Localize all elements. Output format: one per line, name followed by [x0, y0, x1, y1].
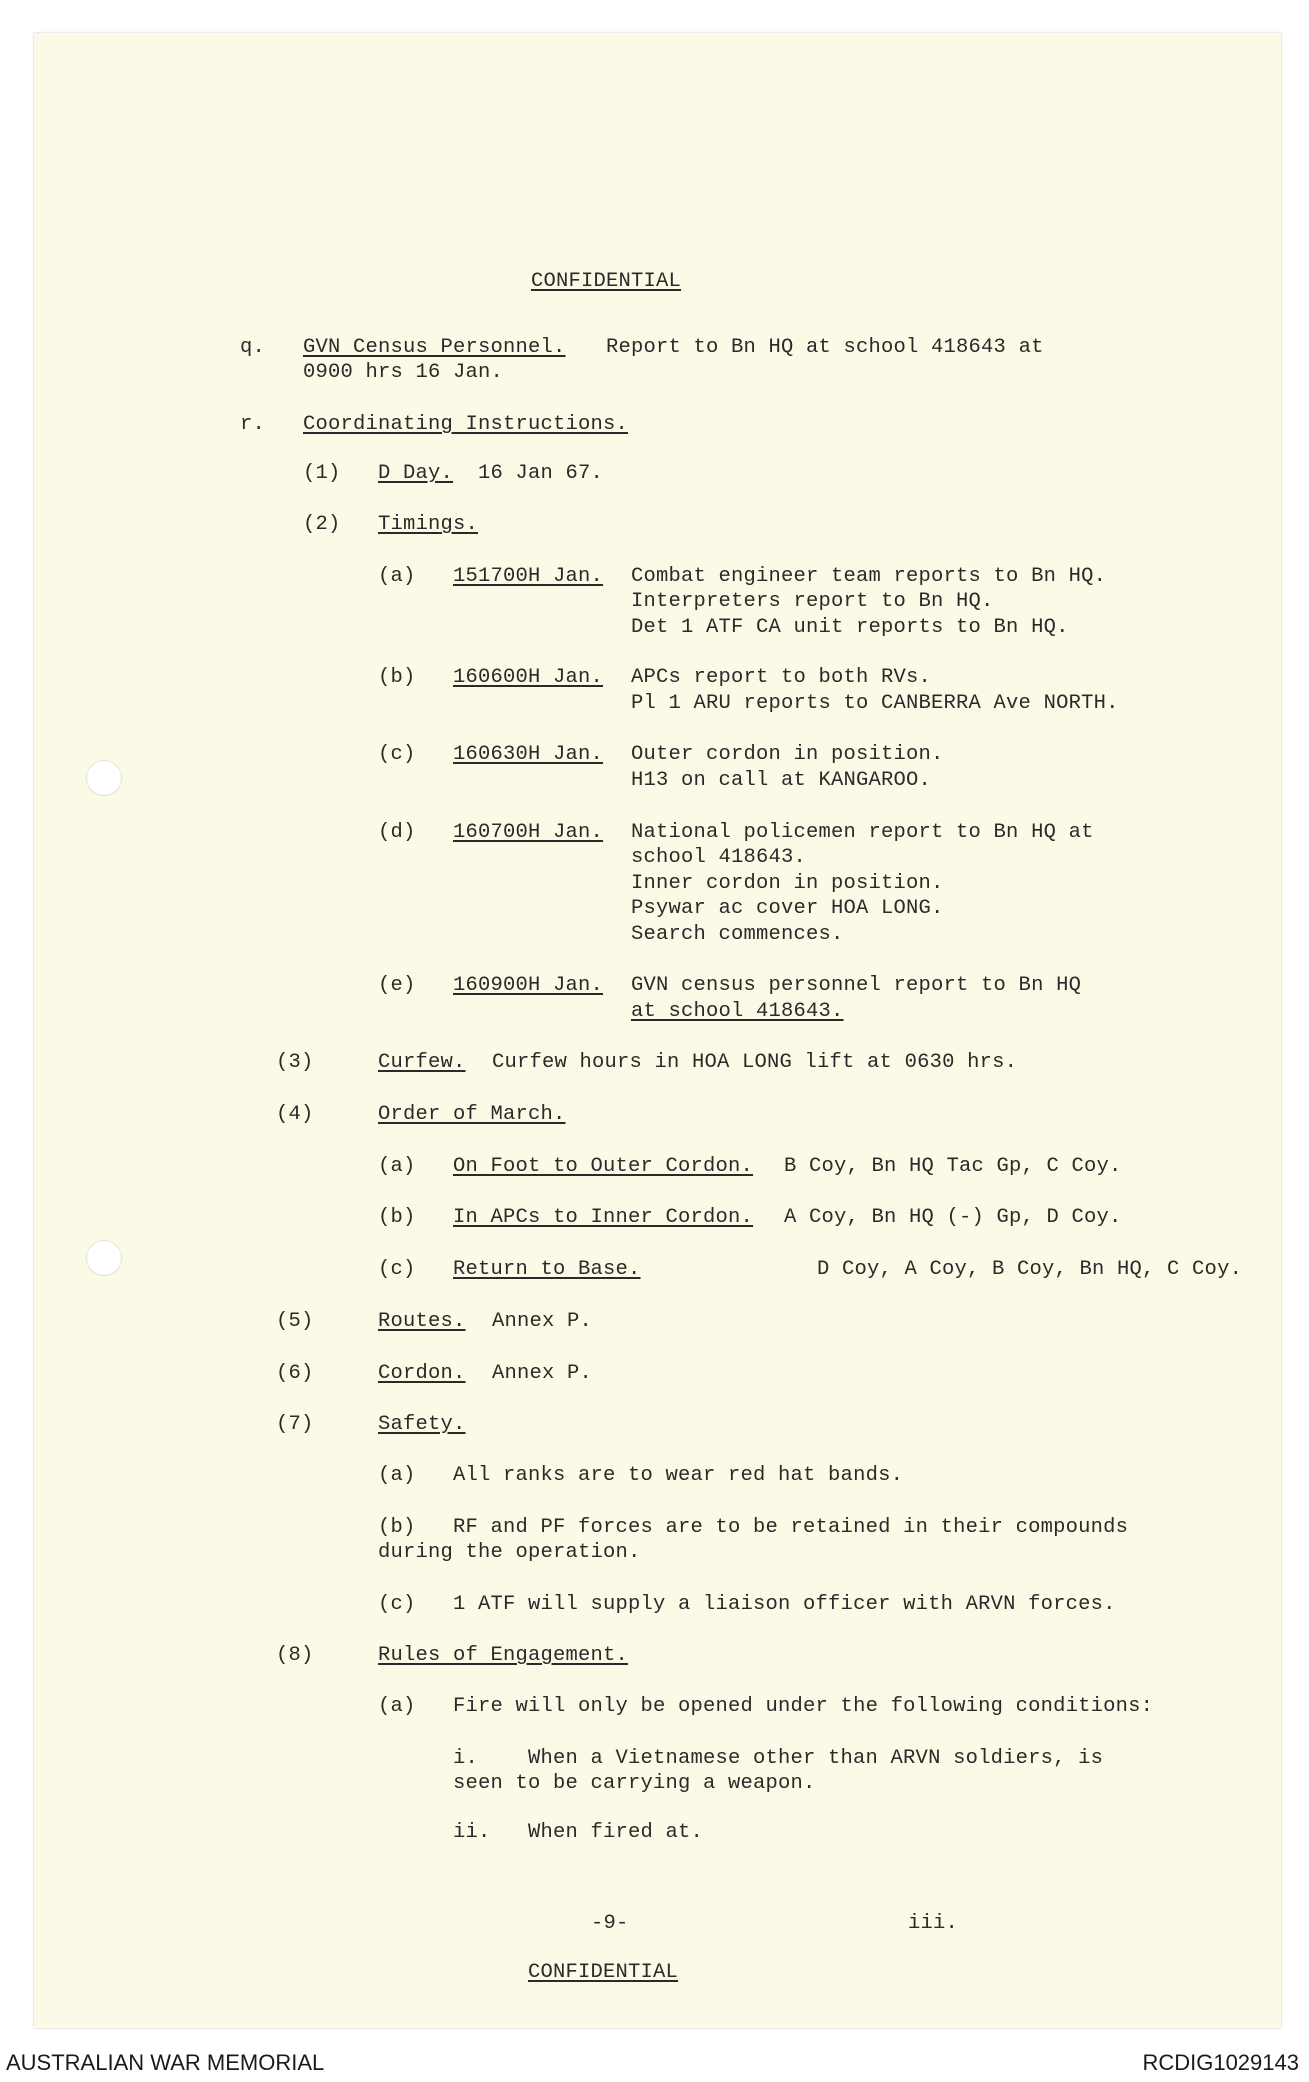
timing-line: Search commences. [631, 923, 844, 946]
header-classification: CONFIDENTIAL [531, 270, 682, 293]
timing-line: Det 1 ATF CA unit reports to Bn HQ. [631, 616, 1069, 639]
roe-sub-text: seen to be carrying a weapon. [453, 1772, 816, 1795]
march-heading: Order of March. [378, 1103, 566, 1126]
timing-line: at school 418643. [631, 1000, 844, 1023]
routes-text: Annex P. [492, 1310, 593, 1333]
timing-letter: (c) [378, 743, 416, 766]
march-text: D Coy, A Coy, B Coy, Bn HQ, C Coy. [817, 1258, 1243, 1281]
timing-line: Inner cordon in position. [631, 872, 944, 895]
roe-sub-text: When a Vietnamese other than ARVN soldiers, is [528, 1747, 1104, 1770]
timing-letter: (b) [378, 666, 416, 689]
safety-letter: (b) [378, 1516, 416, 1539]
archive-reference: RCDIG1029143 [1142, 2050, 1299, 2075]
timing-line: Combat engineer team reports to Bn HQ. [631, 565, 1107, 588]
march-text: A Coy, Bn HQ (-) Gp, D Coy. [784, 1206, 1122, 1229]
safety-letter: (c) [378, 1593, 416, 1616]
timing-line: Outer cordon in position. [631, 743, 944, 766]
dday-heading: D Day. [378, 462, 454, 485]
timing-time: 160600H Jan. [453, 666, 604, 689]
roe-text: Fire will only be opened under the following conditions: [453, 1695, 1154, 1718]
timing-line: school 418643. [631, 846, 807, 869]
item-number: (7) [276, 1413, 314, 1436]
roe-sub-text: When fired at. [528, 1821, 704, 1844]
curfew-text: Curfew hours in HOA LONG lift at 0630 hrs. [492, 1051, 1018, 1074]
timing-line: APCs report to both RVs. [631, 666, 932, 689]
item-number: (2) [303, 513, 341, 536]
timing-letter: (d) [378, 821, 416, 844]
timing-letter: (e) [378, 974, 416, 997]
timing-line: Pl 1 ARU reports to CANBERRA Ave NORTH. [631, 692, 1119, 715]
para-q-heading: GVN Census Personnel. [303, 336, 566, 359]
roe-heading: Rules of Engagement. [378, 1644, 629, 1667]
timing-line: GVN census personnel report to Bn HQ [631, 974, 1082, 997]
timing-line: National policemen report to Bn HQ at [631, 821, 1094, 844]
timing-letter: (a) [378, 565, 416, 588]
punch-hole [86, 1240, 122, 1276]
timing-time: 160700H Jan. [453, 821, 604, 844]
routes-heading: Routes. [378, 1310, 466, 1333]
item-number: (4) [276, 1103, 314, 1126]
timing-line: Psywar ac cover HOA LONG. [631, 897, 944, 920]
roe-sub-number: ii. [453, 1821, 491, 1844]
item-number: (8) [276, 1644, 314, 1667]
timing-time: 160630H Jan. [453, 743, 604, 766]
item-number: (3) [276, 1051, 314, 1074]
footer-classification: CONFIDENTIAL [528, 1961, 679, 1984]
march-letter: (b) [378, 1206, 416, 1229]
page-number: -9- [591, 1912, 629, 1935]
archive-institution: AUSTRALIAN WAR MEMORIAL [6, 2050, 325, 2075]
march-subheading: On Foot to Outer Cordon. [453, 1155, 754, 1178]
cordon-text: Annex P. [492, 1362, 593, 1385]
march-letter: (a) [378, 1155, 416, 1178]
item-number: (6) [276, 1362, 314, 1385]
safety-text: RF and PF forces are to be retained in their compounds [453, 1516, 1129, 1539]
timing-time: 151700H Jan. [453, 565, 604, 588]
march-subheading: Return to Base. [453, 1258, 641, 1281]
item-number: (1) [303, 462, 341, 485]
document-page [34, 33, 1281, 2028]
para-q-text: 0900 hrs 16 Jan. [303, 361, 504, 384]
para-r-heading: Coordinating Instructions. [303, 413, 629, 436]
safety-text: All ranks are to wear red hat bands. [453, 1464, 904, 1487]
roe-sub-number: i. [453, 1747, 479, 1770]
safety-heading: Safety. [378, 1413, 466, 1436]
dday-text: 16 Jan 67. [478, 462, 604, 485]
march-letter: (c) [378, 1258, 416, 1281]
timing-line: Interpreters report to Bn HQ. [631, 590, 994, 613]
continuation-marker: iii. [908, 1912, 959, 1935]
safety-text: 1 ATF will supply a liaison officer with ARVN forces. [453, 1593, 1116, 1616]
timing-time: 160900H Jan. [453, 974, 604, 997]
cordon-heading: Cordon. [378, 1362, 466, 1385]
timing-line: H13 on call at KANGAROO. [631, 769, 932, 792]
safety-letter: (a) [378, 1464, 416, 1487]
safety-text: during the operation. [378, 1541, 641, 1564]
para-q-letter: q. [240, 336, 266, 359]
roe-letter: (a) [378, 1695, 416, 1718]
punch-hole [86, 760, 122, 796]
curfew-heading: Curfew. [378, 1051, 466, 1074]
para-r-letter: r. [240, 413, 266, 436]
para-q-text: Report to Bn HQ at school 418643 at [606, 336, 1044, 359]
march-text: B Coy, Bn HQ Tac Gp, C Coy. [784, 1155, 1122, 1178]
timings-heading: Timings. [378, 513, 479, 536]
item-number: (5) [276, 1310, 314, 1333]
march-subheading: In APCs to Inner Cordon. [453, 1206, 754, 1229]
